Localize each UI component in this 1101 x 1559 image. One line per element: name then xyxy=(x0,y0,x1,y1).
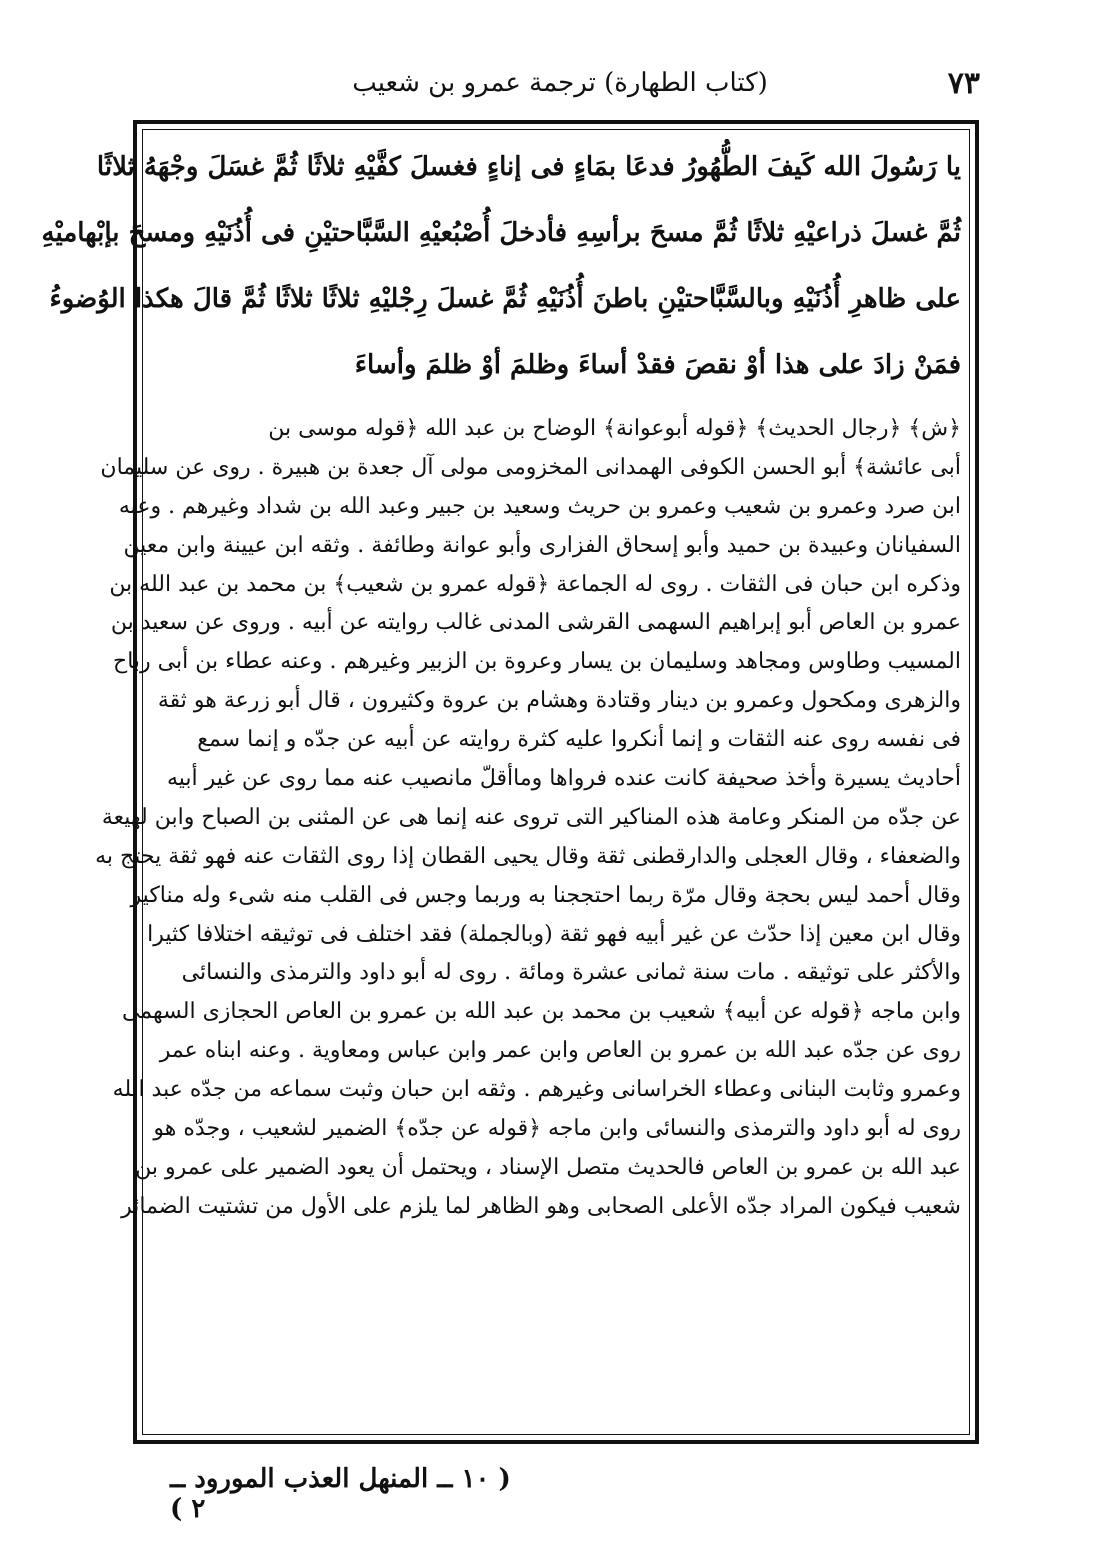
hadith-line: على ظاهرِ أُذُنَيْهِ وبالسَّبَّاحتيْنِ باطنَ أُذُنَيْهِ ثُمَّ غسلَ رِجْليْهِ ثلاثًا ثلاثًا ثُمَّ قالَ هكذا الوُضوءُ xyxy=(49,284,961,314)
commentary-line: أحاديث يسيرة وأخذ صحيفة كانت عنده فرواها وماأقلّ مانصيب عنه مما روى عن غير أبيه xyxy=(166,766,961,792)
text-frame xyxy=(41,120,979,1444)
hadith-text xyxy=(41,134,961,398)
page-header xyxy=(140,66,980,114)
commentary-line: ﴿ش﴾ ﴿رجال الحديث﴾ ﴿قوله أبوعوانة﴾ الوضاح بن عبد الله ﴿قوله موسى بن xyxy=(268,416,961,441)
page-number: ٧٣ xyxy=(947,66,980,101)
running-title: (كتاب الطهارة) ترجمة عمرو بن شعيب xyxy=(352,68,768,98)
page-content xyxy=(41,134,961,1430)
commentary-line: ابن صرد وعمرو بن شعيب وعمرو بن حريث وسعيد بن جبير وعبد الله بن شداد وغيرهم . وعنه xyxy=(118,493,961,519)
commentary-line: وعمرو وثابت البنانى وعطاء الخراسانى وغيرهم . وثقه ابن حبان وثبت سماعه من جدّه عبد الله xyxy=(112,1077,961,1103)
commentary-line: والضعفاء ، وقال العجلى والدارقطنى ثقة وقال يحيى القطان إذا روى الثقات عنه فهو ثقة يحتج به xyxy=(95,843,961,869)
commentary-line: المسيب وطاوس ومجاهد وسليمان بن يسار وعروة بن الزبير وغيرهم . وعنه عطاء بن أبى رباح xyxy=(113,649,961,675)
footer-signature: ( ١٠ ــ المنهل العذب المورود ــ ٢ ) xyxy=(170,1464,511,1524)
commentary-line: وقال أحمد ليس بحجة وقال مرّة ربما احتججنا به وربما وجس فى القلب منه شىء وله مناكير xyxy=(130,882,961,908)
commentary-line: عن جدّه من المنكر وعامة هذه المناكير التى تروى عنه إنما هى عن المثنى بن الصباح وابن لهيعة xyxy=(101,804,961,830)
commentary-line: وابن ماجه ﴿قوله عن أبيه﴾ شعيب بن محمد بن عبد الله بن عمرو بن العاص الحجازى السهمى xyxy=(121,999,961,1025)
commentary-line: والأكثر على توثيقه . مات سنة ثمانى عشرة ومائة . روى له أبو داود والترمذى والنسائى xyxy=(181,960,961,986)
hadith-line: يا رَسُولَ الله كَيفَ الطُّهُورُ فدعَا بمَاءٍ فى إناءٍ فغسلَ كفَّيْهِ ثلاثًا ثُمَّ غسَلَ وجْهَهُ ثلاثًا xyxy=(96,152,961,182)
commentary-line: شعيب فيكون المراد جدّه الأعلى الصحابى وهو الظاهر لما يلزم على الأول من تشتيت الضمائر xyxy=(121,1193,961,1219)
commentary-text xyxy=(95,410,961,1227)
commentary-line: أبى عائشة﴾ أبو الحسن الكوفى الهمدانى المخزومى مولى آل جعدة بن هبيرة . روى عن سليمان xyxy=(100,454,961,480)
hadith-line: فمَنْ زادَ على هذا أوْ نقصَ فقدْ أساءَ وظلمَ أوْ ظلمَ وأساءَ xyxy=(354,350,961,380)
commentary-line: روى عن جدّه عبد الله بن عمرو بن العاص وابن عمر وابن عباس ومعاوية . وعنه ابناه عمر xyxy=(159,1038,961,1064)
commentary-line: وقال ابن معين إذا حدّث عن غير أبيه فهو ثقة (وبالجملة) فقد اختلف فى توثيقه اختلافا كثيرا xyxy=(147,921,961,947)
commentary-line: فى نفسه روى عنه الثقات و إنما أنكروا عليه كثرة روايته عن أبيه عن جدّه و إنما سمع xyxy=(197,727,961,753)
commentary-line: عبد الله بن عمرو بن العاص فالحديث متصل الإسناد ، ويحتمل أن يعود الضمير على عمرو بن xyxy=(135,1154,961,1180)
hadith-line: ثُمَّ غسلَ ذراعيْهِ ثلاثًا ثُمَّ مسحَ برأسِهِ فأدخلَ أُصْبُعيْهِ السَّبَّاحتيْنِ فى أُذُنَيْهِ ومسحَ بإبْهاميْهِ xyxy=(41,218,961,248)
commentary-line: والزهرى ومكحول وعمرو بن دينار وقتادة وهشام بن عروة وكثيرون ، قال أبو زرعة هو ثقة xyxy=(157,688,961,714)
commentary-line: السفيانان وعبيدة بن حميد وأبو إسحاق الفزارى وأبو عوانة وطائفة . وثقه ابن عيينة وابن معين xyxy=(123,532,961,558)
commentary-line: وذكره ابن حبان فى الثقات . روى له الجماعة ﴿قوله عمرو بن شعيب﴾ بن محمد بن عبد الله بن xyxy=(109,571,961,597)
commentary-line: روى له أبو داود والترمذى والنسائى وابن ماجه ﴿قوله عن جدّه﴾ الضمير لشعيب ، وجدّه هو xyxy=(153,1116,961,1142)
commentary-line: عمرو بن العاص أبو إبراهيم السهمى القرشى المدنى غالب روايته عن أبيه . وروى عن سعيد بن xyxy=(110,610,961,636)
